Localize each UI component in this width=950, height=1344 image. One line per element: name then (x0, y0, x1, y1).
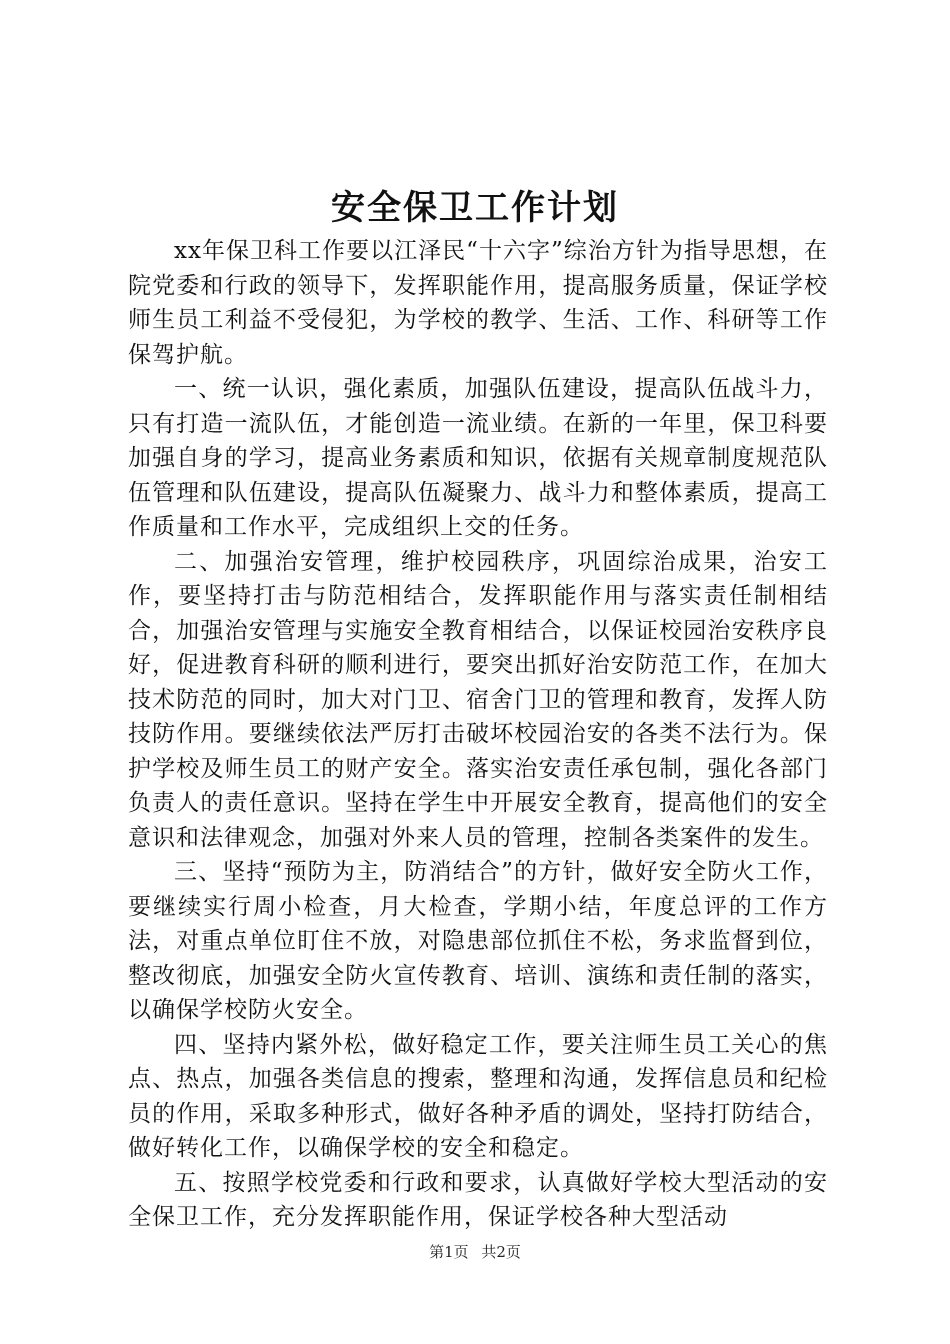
section-2-paragraph: 二、加强治安管理，维护校园秩序，巩固综治成果，治安工作，要坚持打击与防范相结合，发挥职能作用与落实责任制相结合，加强治安管理与实施安全教育相结合，以保证校园治安秩序良好，促进教育科研的顺利进行，要突出抓好治安防范工作，在加大技术防范的同时，加大对门卫、宿舍门卫的管理和教育，发挥人防技防作用。要继续依法严厉打击破坏校园治安的各类不法行为。保护学校及师生员工的财产安全。落实治安责任承包制，强化各部门负责人的责任意识。坚持在学生中开展安全教育，提高他们的安全意识和法律观念，加强对外来人员的管理，控制各类案件的发生。 (128, 548, 828, 851)
section-1-paragraph: 一、统一认识，强化素质，加强队伍建设，提高队伍战斗力，只有打造一流队伍，才能创造一流业绩。在新的一年里，保卫科要加强自身的学习，提高业务素质和知识，依据有关规章制度规范队伍管理和队伍建设，提高队伍凝聚力、战斗力和整体素质，提高工作质量和工作水平，完成组织上交的任务。 (128, 376, 828, 540)
page-number: 第1页 (429, 1243, 469, 1261)
page-total: 共2页 (481, 1243, 521, 1261)
section-5-paragraph: 五、按照学校党委和行政和要求，认真做好学校大型活动的安全保卫工作，充分发挥职能作用，保证学校各种大型活动 (128, 1169, 828, 1230)
document-body (128, 234, 828, 1235)
section-3-paragraph: 三、坚持“预防为主，防消结合”的方针，做好安全防火工作，要继续实行周小检查，月大检查，学期小结，年度总评的工作方法，对重点单位盯住不放，对隐患部位抓住不松，务求监督到位，整改彻底，加强安全防火宣传教育、培训、演练和责任制的落实，以确保学校防火安全。 (128, 859, 828, 1023)
intro-paragraph: xx年保卫科工作要以江泽民“十六字”综治方针为指导思想，在院党委和行政的领导下，发挥职能作用，提高服务质量，保证学校师生员工利益不受侵犯，为学校的教学、生活、工作、科研等工作保驾护航。 (128, 238, 828, 368)
section-4-paragraph: 四、坚持内紧外松，做好稳定工作，要关注师生员工关心的焦点、热点，加强各类信息的搜索，整理和沟通，发挥信息员和纪检员的作用，采取多种形式，做好各种矛盾的调处，坚持打防结合，做好转化工作，以确保学校的安全和稳定。 (128, 1031, 828, 1161)
page-footer (0, 1241, 950, 1263)
document-title: 安全保卫工作计划 (331, 188, 619, 228)
